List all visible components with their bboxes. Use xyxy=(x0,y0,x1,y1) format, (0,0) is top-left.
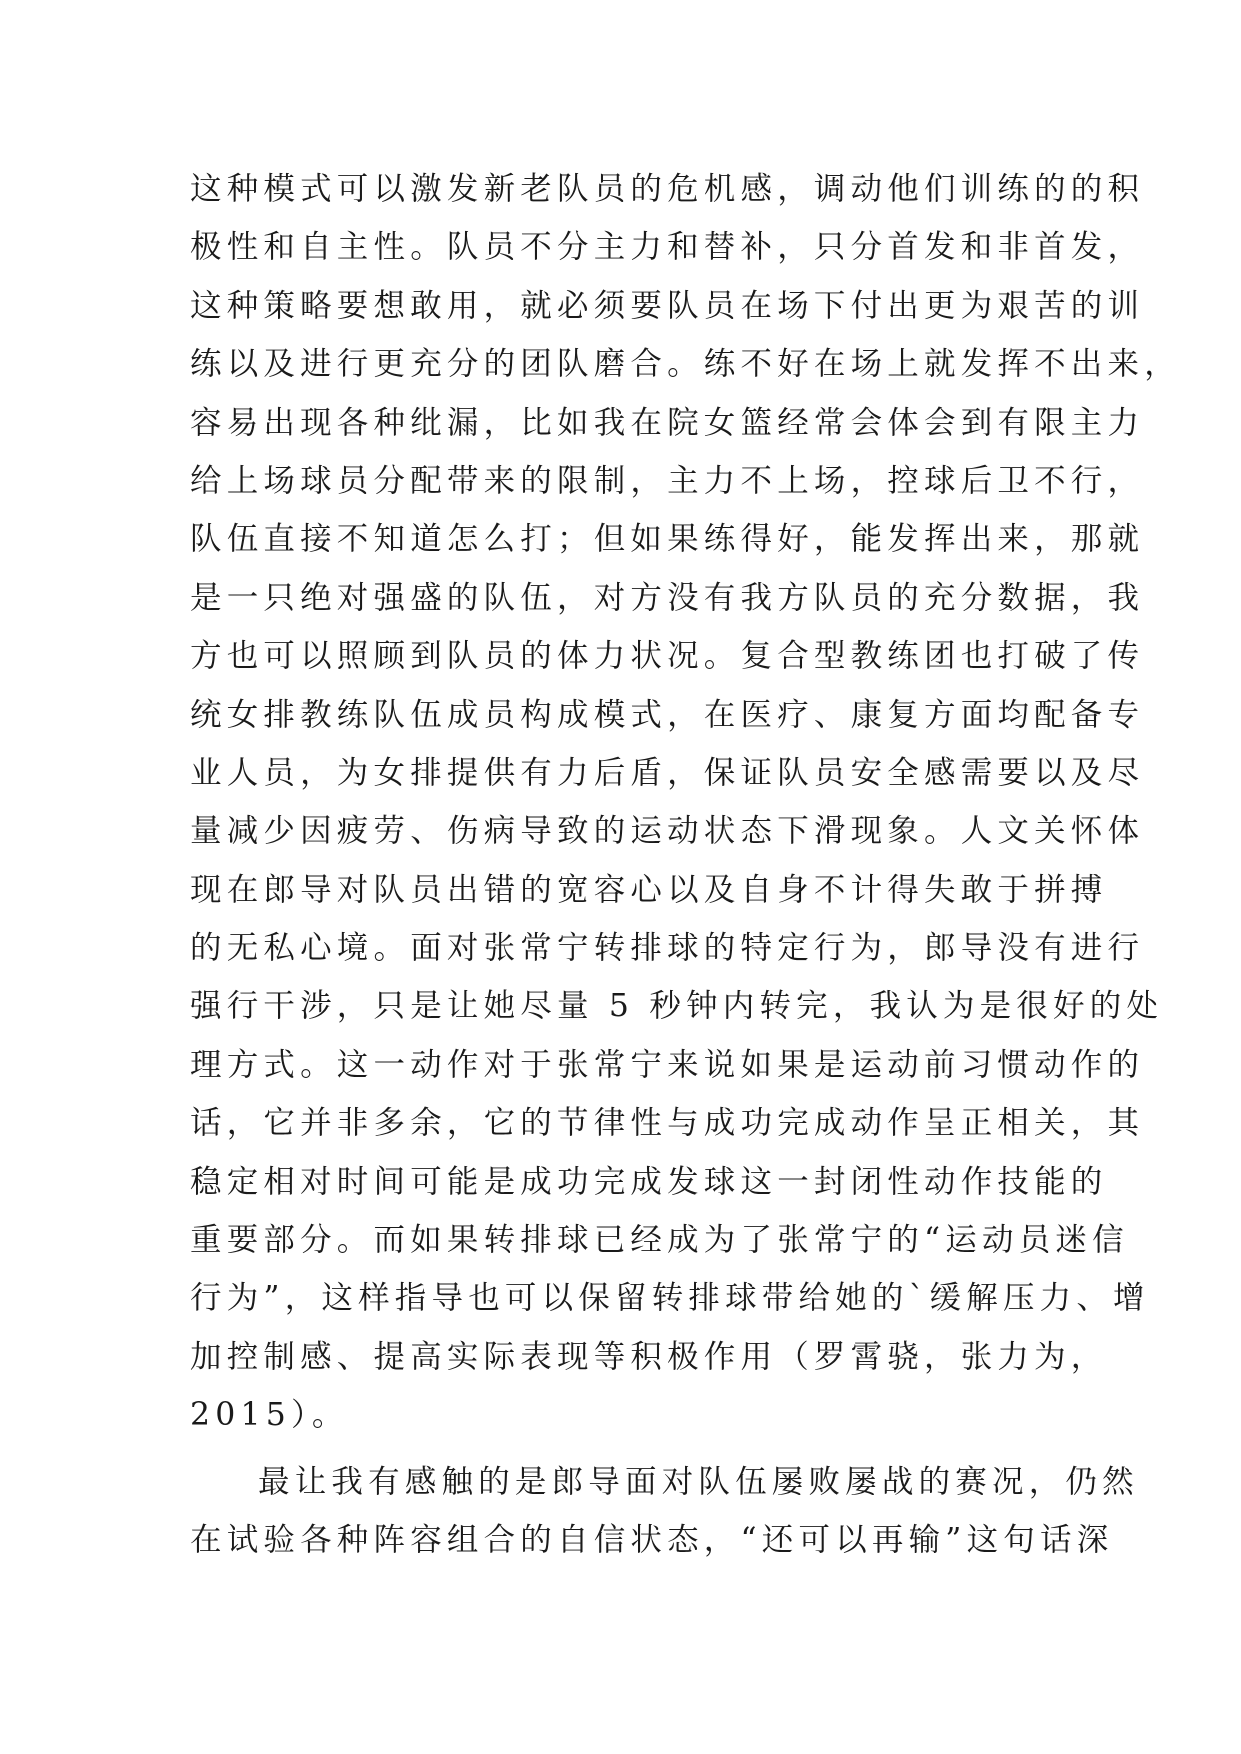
text-line: 理方式。这一动作对于张常宁来说如果是运动前习惯动作的 xyxy=(190,1046,1145,1083)
text-line: 这种策略要想敢用，就必须要队员在场下付出更为艰苦的训 xyxy=(190,287,1145,324)
text-line: 业人员，为女排提供有力后盾，保证队员安全感需要以及尽 xyxy=(190,754,1145,791)
text-line: 统女排教练队伍成员构成模式，在医疗、康复方面均配备专 xyxy=(190,696,1145,733)
text-line: 强行干涉，只是让她尽量 5 秒钟内转完，我认为是很好的处 xyxy=(190,988,1164,1025)
paragraph-2 xyxy=(190,1453,1139,1570)
text-line: 练以及进行更充分的团队磨合。练不好在场上就发挥不出来， xyxy=(190,346,1181,383)
text-line: 方也可以照顾到队员的体力状况。复合型教练团也打破了传 xyxy=(190,638,1145,675)
text-line: 极性和自主性。队员不分主力和替补，只分首发和非首发， xyxy=(190,229,1145,266)
text-line: 加控制感、提高实际表现等积极作用（罗霄骁，张力为， xyxy=(190,1338,1108,1375)
text-line: 在试验各种阵容组合的自信状态，“还可以再输”这句话深 xyxy=(190,1521,1114,1558)
text-line: 2015）。 xyxy=(190,1397,349,1434)
document-body xyxy=(190,160,1181,1569)
text-line: 现在郎导对队员出错的宽容心以及自身不计得失敢于拼搏 xyxy=(190,871,1108,908)
text-line: 的无私心境。面对张常宁转排球的特定行为，郎导没有进行 xyxy=(190,930,1145,967)
text-line: 重要部分。而如果转排球已经成为了张常宁的“运动员迷信 xyxy=(190,1222,1129,1259)
text-line: 是一只绝对强盛的队伍，对方没有我方队员的充分数据，我 xyxy=(190,579,1145,616)
text-line: 行为”，这样指导也可以保留转排球带给她的`缓解压力、增 xyxy=(190,1280,1150,1317)
text-line: 最让我有感触的是郎导面对队伍屡败屡战的赛况，仍然 xyxy=(258,1463,1139,1500)
paragraph-1 xyxy=(190,160,1181,1445)
paragraph-spacer xyxy=(190,1445,1060,1453)
text-line: 量减少因疲劳、伤病导致的运动状态下滑现象。人文关怀体 xyxy=(190,813,1145,850)
text-line: 这种模式可以激发新老队员的危机感，调动他们训练的的积 xyxy=(190,171,1145,207)
text-line: 稳定相对时间可能是成功完成发球这一封闭性动作技能的 xyxy=(190,1163,1108,1200)
text-line: 容易出现各种纰漏，比如我在院女篮经常会体会到有限主力 xyxy=(190,404,1145,441)
text-line: 队伍直接不知道怎么打；但如果练得好，能发挥出来，那就 xyxy=(190,521,1145,558)
text-line: 话，它并非多余，它的节律性与成功完成动作呈正相关，其 xyxy=(190,1105,1145,1142)
text-line: 给上场球员分配带来的限制，主力不上场，控球后卫不行， xyxy=(190,462,1145,499)
